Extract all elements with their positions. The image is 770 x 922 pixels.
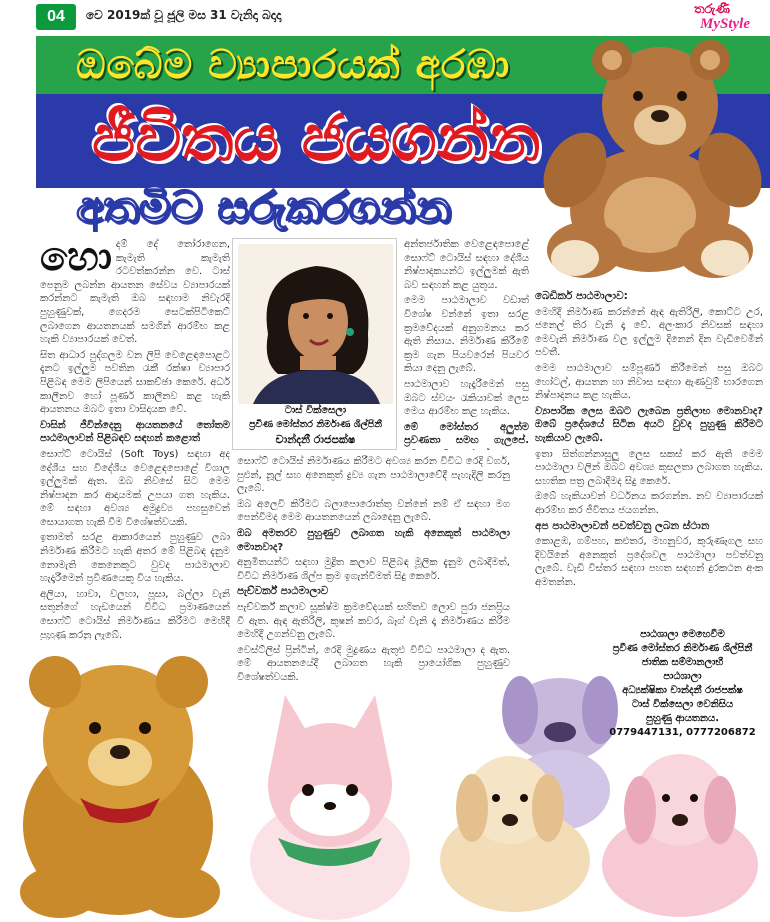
date-line: වෙ 2019ක් වූ ජූලි මස 31 වැනිදා බදාදා (86, 8, 282, 22)
portrait-frame (232, 238, 397, 450)
paragraph: ඉතාමත් සරළ ආකාරයෙන් පුහුණුව ලබා නිර්මාණ කිරීමට හැකි අතර මේ පිළිබඳ දැනුම නොමැති කෙනෙකුට වුවද පාඨමාලාව හැදෑරීමෙන් ප්‍රවීණයෙකු විය හැකිය. (40, 532, 230, 585)
paragraph-question: මේ මෝස්තර අලුත්ම ප්‍රවණතා සමඟ ගැලපේ. (404, 421, 529, 447)
paragraph: මෙම පාඨමාලාව සම්පූර්ණ කිරීමෙන් පසු ඔබට හෝටල්, ආයතන හා නිවාස සඳහා ඇණවුම් භාරගෙන නිෂ්පාදනය කළ හැකිය. (535, 362, 763, 402)
contact-line: පාඨශාලා මෙහෙවීම (640, 629, 725, 640)
paragraph: වෙස්ට්ලිස් ප්‍රින්ටින්, රෙදි මුද්‍රණය ඇතුළු විවිධ පාඨමාලා ද ඇත. මේ ආයතනයේදී ලබාගත හැකි ප්‍රායෝගික පුහුණුව විශේෂත්වයකි. (237, 644, 510, 683)
contact-line: ජාතික සම්මානලාභී (641, 657, 724, 668)
brand-script-a: My (700, 16, 720, 32)
portrait-caption-title: ප්‍රවීණ මෝස්තර නිර්මාණ ශිල්පිනී (249, 419, 382, 430)
drop-cap: හො (40, 238, 112, 280)
brand-script-b: Style (720, 16, 750, 32)
contact-line: ටාස් වික්සෙලා වෙනිසිය (631, 699, 734, 710)
paragraph: සිත ආධාර පුද්ගලම වන ලිපි වෙළෙඳපොළට දැනට ඉල්ලුම පවතින රැකී රක්ෂා ව්‍යාපාර පිළිබඳ මෙම ලිපියෙන් සාකච්ඡා කෙරේ. අර්ධ කාලීනව හෝ පූර්ණ කාලීනව කළ හැකි ආයතනය ඔබට ඉතා වාසිදායක වේ. (40, 349, 230, 416)
contact-line: ප්‍රවීණ මෝස්තර නිර්මාණ ශිල්පිනී (612, 643, 753, 654)
teddy-bear-illustration (530, 30, 770, 280)
paragraph: මෙම පාඨමාලාව වඩාත් විශේෂ වන්නේ ඉතා සරළ ක්‍රමවේදයක් අනුගමනය කර ඇති නිසාය. නිර්මාණ කිරීමේ ක්‍රම ගැන පියවරෙන් පියවර කියා දෙනු ලැබේ. (404, 295, 529, 375)
headline-line-1: ඔබේම ව්‍යාපාරයක් අරඹා (76, 42, 511, 88)
contact-line: පුහුණු ආයතනය. (646, 713, 719, 724)
paragraph-subhead: බෙඩිකර් පාඨමාලාව: (535, 290, 628, 302)
paragraph: ඔබ අලෙවි කිරීමට බලාපොරොත්තු වන්නේ නම් ඒ සඳහා මග පෙන්වීමද මෙම ආයතනයෙන් ලබාදෙනු ලැබේ. (237, 498, 510, 524)
woman-portrait-photo (238, 244, 393, 404)
headline-line-2: ජීවිතය ජයගන්න (92, 102, 541, 176)
paragraph: පාඨමාලාව හැදෑරීමෙන් පසු ඔබට ස්වයං රැකියාවක් ලෙස මෙය ආරම්භ කළ හැකිය. (404, 378, 529, 418)
paragraph: කොළඹ, ගම්පහ, කළුතර, මහනුවර, කුරුණෑගල සහ දිවයිනේ අනෙකුත් ප්‍රදේශවල පාඨමාලා පවත්වනු ලැබේ. වැඩි විස්තර සඳහා පහත සඳහන් දුරකථන අංක අමතන්න. (535, 536, 763, 588)
paragraph: සොෆ්ට් ටොයිස් (Soft Toys) සඳහා අද දේශීය සහ විදේශීය වෙළෙඳපොළේ විශාල ඉල්ලුමක් ඇත. ඔබ නිවසේ සිට මෙම නිෂ්පාදන කර ආදායමක් උපයා ගත හැකිය. මේ සඳහා අවශ්‍ය අමුද්‍රව්‍ය පහසුවෙන් සොයාගත හැකි වීම විශේෂත්වයකි. (40, 448, 230, 528)
paragraph-subhead: අප පාඨමාලාවන් පවත්වනු ලබන ස්ථාන (535, 519, 710, 532)
contact-line: පාඨශාලා (663, 671, 702, 682)
contact-block (595, 628, 770, 740)
page-number: 04 (36, 4, 76, 30)
page-header (0, 0, 770, 34)
article-column-4 (535, 290, 763, 626)
paragraph: අලියා, හාවා, වලහා, පූසා, බල්ලා වැනි සතුන්ගේ හැඩයෙන් විවිධ ප්‍රමාණයෙන් සොෆ්ට් ටොයිස් නිර්මාණය කිරීමට මෙහිදී පුහුණු කරනු ලැබේ. (40, 588, 230, 640)
paragraph-subhead: පැච්වර්ක් පාඨමාලාව (237, 585, 329, 598)
paragraph: ඉතා සිත්ගන්නාසුලු ලෙස සකස් කර ඇති මෙම පාඨමාලා වලින් ඔබට අවශ්‍ය කුසලතා ලබාගත හැකිය. සහතික පත්‍ර ලබාදීමද සිදු කෙරේ. (535, 448, 763, 487)
paragraph: අන්තර්ජාතික වෙළෙඳපොළේ සොෆ්ට් ටොයිස් සඳහා දේශීය නිෂ්පාදකයන්ට ඉල්ලුමක් ඇති බව සඳහන් කළ යුතුය. (404, 239, 529, 291)
paragraph: දම් දේ තෝරාගෙන, කැමැති කැමැති රටවත්කරන්න වෙ. ටාස් පෙනුම ලබන්න ආයතන සේවය ව්‍යාපාරයක් කරන්නට කැමැති ඔබ සඳහාම නිවැරදි පුහුණුවක්, ගෙදරම සෙටක්පිටිකෙට් ලබාගෙන ආයතනයක් සමගින් ආරම්භ කළ හැකි ව්‍යාපාරයක් වෙත්. (40, 239, 230, 346)
headline-line-3: අතමිට සරුකරගන්න (76, 182, 452, 232)
article-column-1 (40, 238, 230, 640)
paragraph-question: ඔබ අමතරව පුහුණුව ලබාගත හැකි අනෙකුත් පාඨමාලා මොනවාද? (237, 527, 510, 553)
paragraph: සොෆ්ට් ටොයිස් නිර්මාණය කිරීමට අවශ්‍ය කරන විවිධ රෙදි වර්ග, පුළුන්, නූල් සහ අනෙකුත් ද්‍රව්‍ය ගැන පාඨමාලාවේදී පැහැදිලි කරනු ලැබේ. (237, 456, 510, 495)
paragraph: මෙහිදී නිර්මාණ කරන්නේ ඇඳ ඇතිරිලි, කොට්ට උර, ජනෙල් තිර වැනි දෑ වේ. අලංකාර නිවසක් සඳහා මෙවැනි නිර්මාණ වල ඉල්ලුම දිනෙන් දින වැඩිවෙමින් පවතී. (535, 306, 763, 359)
contact-phone: 0779447131, 0777206872 (609, 727, 756, 738)
portrait-caption-name: ටාස් වික්සෙලා (284, 405, 347, 416)
contact-line: අධ්‍යක්ෂිකා චාන්දනී රාජපක්ෂ (622, 685, 743, 696)
paragraph-subhead: වාසින් ජීවින්දෙනු ආයතනයේ තෝතම පාඨමාලාවන් පිළිබඳව සඳහන් කළොත් (40, 419, 230, 445)
brand-top: තරුණී (694, 2, 731, 17)
paragraph: පැච්වර්ක් කලාව සූක්ෂ්ම ක්‍රමවේදයක් සහිතව ලොව පුරා ජනප්‍රිය වී ඇත. ඇඳ ඇතිරිලි, කුෂන් කවර, බෑග් වැනි දෑ නිර්මාණය කිරීම මෙහිදී උගන්වනු ලැබේ. (237, 601, 510, 641)
article-column-3 (404, 238, 529, 450)
paragraph-question: ව්‍යාපාරික ලෙස ඔබට ලැබෙන ප්‍රතිලාභ මොනවාද? ඔබේ ප්‍රදේශයේ සිටින අයට වුවද පුහුණු කිරීමට හැකියාව ලැබේ. (535, 405, 763, 444)
paragraph: අනුමිතයන්ට සඳහා මුද්‍රිත කලාව පිළිබඳ මූලික දැනුම ලබාදීමත්, විවිධ නිර්මාණ ශිල්ප ක්‍රම ඉගැන්වීමත් සිදු කෙරේ. (237, 557, 510, 582)
paragraph: ඔබේ හැකියාවන් වර්ධනය කරගන්න. නව ව්‍යාපාරයක් ආරම්භ කර ජීවිතය ජයගන්න. (535, 491, 763, 516)
portrait-caption-person: චාන්දනී රාජපක්ෂ (275, 433, 356, 446)
